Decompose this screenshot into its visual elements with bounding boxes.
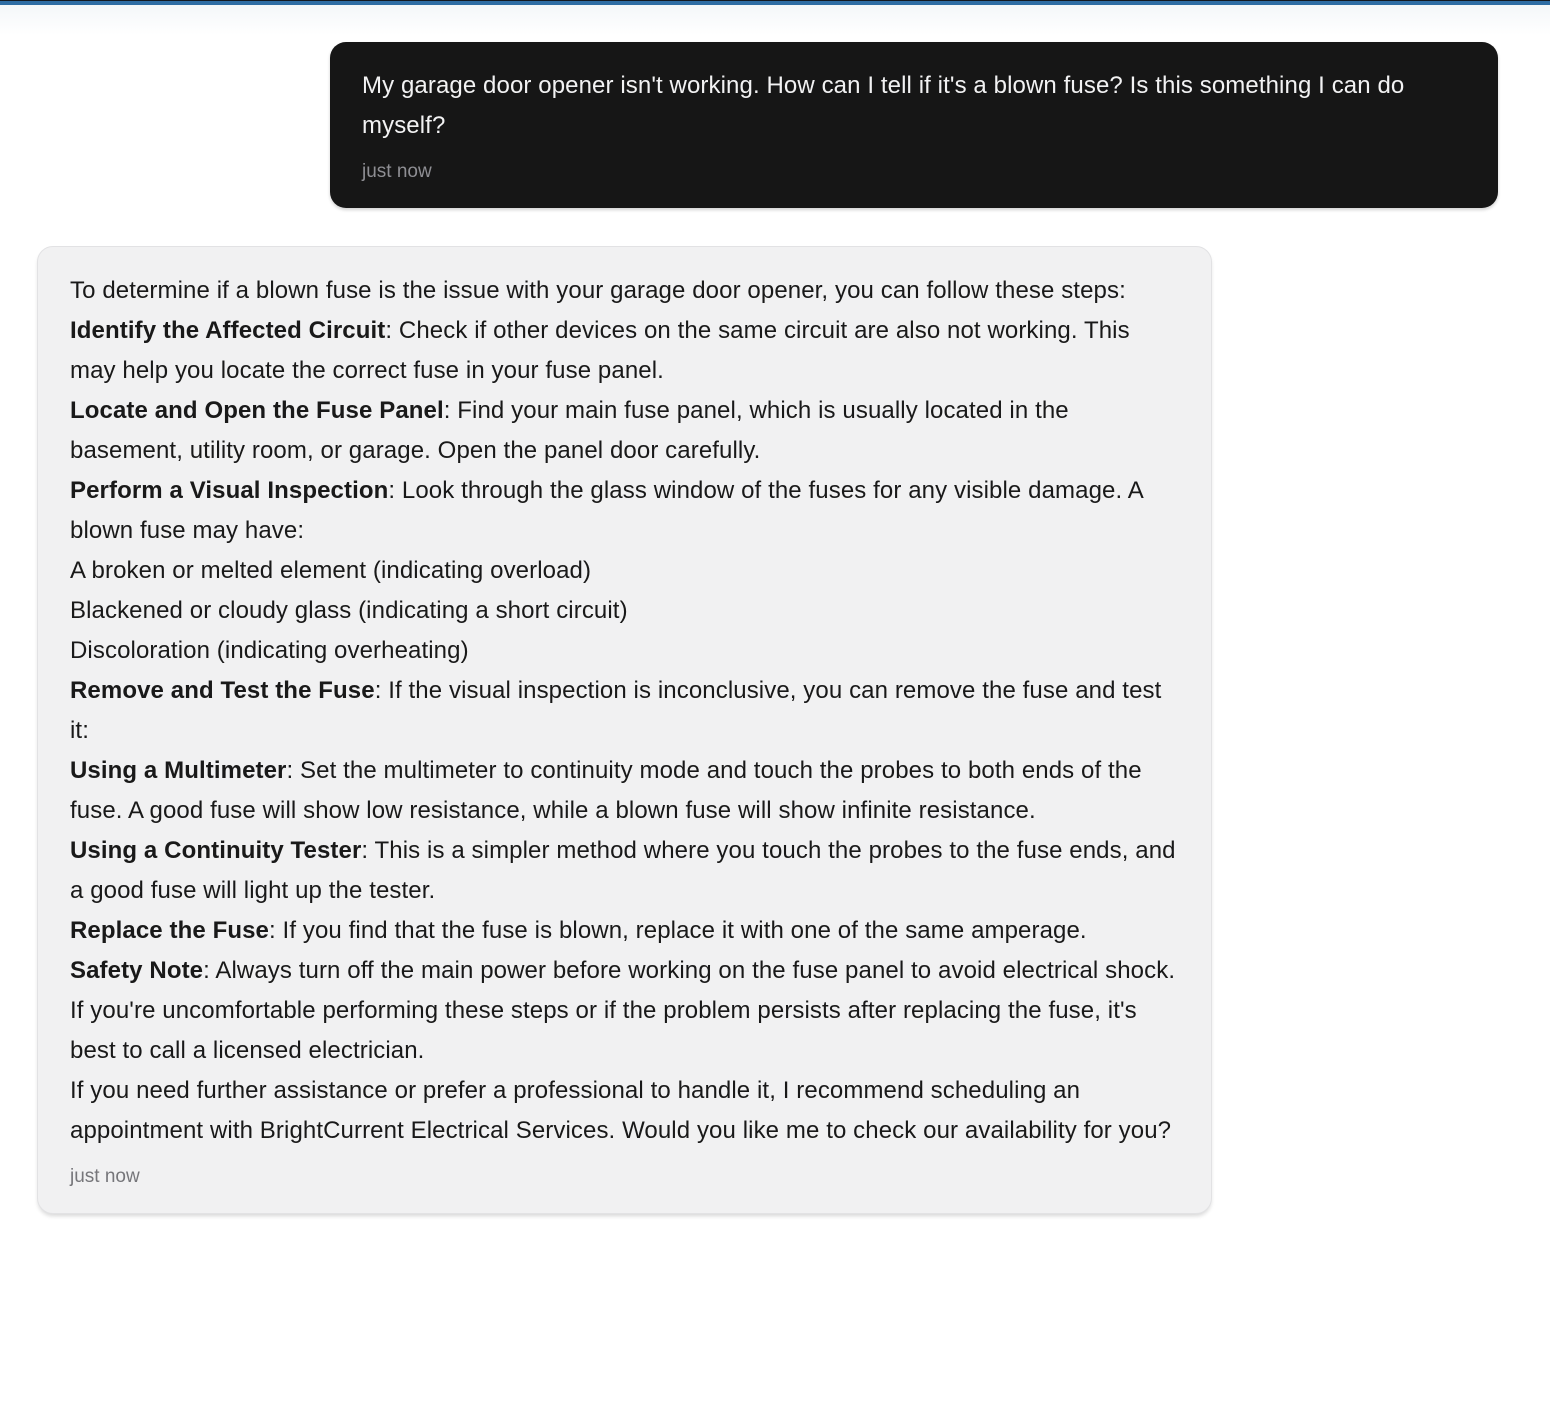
assistant-paragraph: To determine if a blown fuse is the issue with your garage door opener, you can follow these steps: [70,277,1126,304]
assistant-paragraph-bold-label: Safety Note [70,957,204,984]
assistant-paragraph: Using a Multimeter: Set the multimeter to continuity mode and touch the probes to both ends of the fuse. A good fuse will show low resistance, while a blown fuse will show infinite resistance. [70,757,1142,824]
user-message-text: My garage door opener isn't working. How can I tell if it's a blown fuse? Is this something I can do myself? [362,72,1405,139]
assistant-paragraph: Using a Continuity Tester: This is a simpler method where you touch the probes to the fuse ends, and a good fuse will light up the tester. [70,837,1176,904]
assistant-paragraph: Remove and Test the Fuse: If the visual inspection is inconclusive, you can remove the fuse and test it: [70,677,1162,744]
user-message-row [37,42,1498,208]
assistant-paragraph: If you need further assistance or prefer a professional to handle it, I recommend scheduling an appointment with BrightCurrent Electrical Services. Would you like me to check our availability for you? [70,1077,1172,1144]
assistant-message-row [37,246,1498,1214]
assistant-message-timestamp: just now [70,1166,140,1187]
user-message-timestamp: just now [362,161,432,182]
assistant-message-bubble [37,246,1212,1214]
assistant-paragraph: Locate and Open the Fuse Panel: Find your main fuse panel, which is usually located in the basement, utility room, or garage. Open the panel door carefully. [70,397,1069,464]
assistant-paragraph: Identify the Affected Circuit: Check if other devices on the same circuit are also not working. This may help you locate the correct fuse in your fuse panel. [70,317,1130,384]
user-message-bubble [330,42,1498,208]
assistant-paragraph-bold-label: Remove and Test the Fuse [70,677,375,704]
assistant-paragraph: Discoloration (indicating overheating) [70,637,469,664]
assistant-paragraph-bold-label: Using a Multimeter [70,757,287,784]
assistant-paragraph: Replace the Fuse: If you find that the fuse is blown, replace it with one of the same amperage. [70,917,1087,944]
assistant-message-text [70,271,1179,1151]
assistant-paragraph-bold-label: Replace the Fuse [70,917,270,944]
assistant-paragraph-bold-label: Identify the Affected Circuit [70,317,386,344]
assistant-paragraph-bold-label: Locate and Open the Fuse Panel [70,397,444,424]
assistant-paragraph-bold-label: Using a Continuity Tester [70,837,362,864]
assistant-paragraph: Blackened or cloudy glass (indicating a short circuit) [70,597,628,624]
assistant-paragraph: Safety Note: Always turn off the main power before working on the fuse panel to avoid electrical shock. If you're uncomfortable performing these steps or if the problem persists after replacing the fuse, it's best to call a licensed electrician. [70,957,1176,1064]
assistant-paragraph-bold-label: Perform a Visual Inspection [70,477,389,504]
assistant-paragraph: A broken or melted element (indicating overload) [70,557,592,584]
assistant-paragraph: Perform a Visual Inspection: Look through the glass window of the fuses for any visible damage. A blown fuse may have: [70,477,1143,544]
chat-transcript [0,5,1550,1214]
